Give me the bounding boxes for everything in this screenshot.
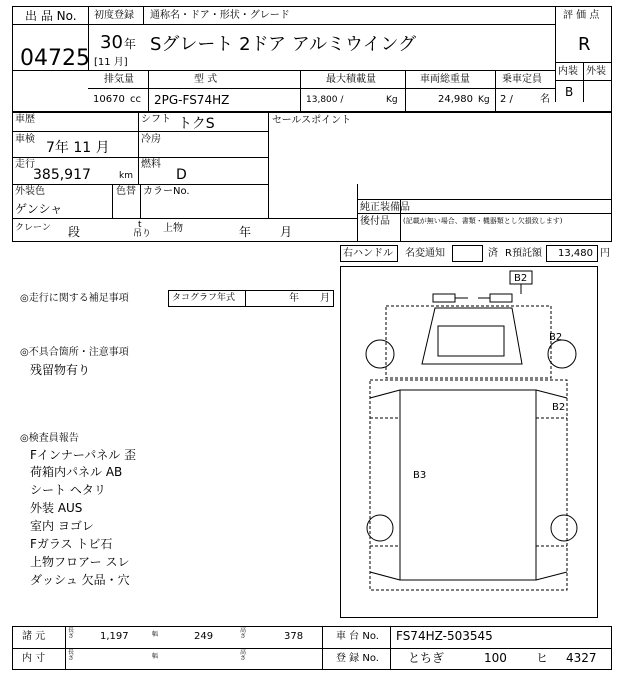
shift-label: シフト xyxy=(141,114,171,125)
width-value: 249 xyxy=(194,631,214,642)
recycle-label: R預託額 xyxy=(505,248,542,259)
inspector-item: ダッシュ 欠品・穴 xyxy=(30,573,130,587)
capacity-value: 2 / xyxy=(500,94,513,105)
mileage-unit: km xyxy=(119,171,133,181)
registration-label: 登 録 No. xyxy=(336,653,379,664)
first-registration-label: 初度登録 xyxy=(94,10,134,21)
max-load-value: 13,800 / xyxy=(306,95,344,105)
inspector-item: 室内 ヨゴレ xyxy=(30,519,94,533)
capacity-unit: 名 xyxy=(540,94,550,105)
inspector-item: Fガラス トビ石 xyxy=(30,537,113,551)
defect-item: 残留物有り xyxy=(30,363,91,377)
fuel-label: 燃料 xyxy=(141,159,161,170)
name-change-box xyxy=(452,245,483,262)
cab-outline xyxy=(386,306,551,378)
damage-mark: B2 xyxy=(549,332,563,343)
rear-right-wheel-icon xyxy=(551,515,577,541)
displacement-value: 10670 xyxy=(93,94,125,105)
color-change-label: 色替 xyxy=(116,186,136,197)
length-label: 長さ xyxy=(68,627,75,641)
upper-label: 上物 xyxy=(163,223,183,234)
front-left-wheel-icon xyxy=(366,340,394,368)
model-name: Sグレート 2ドア アルミウイング xyxy=(150,34,417,55)
inspector-item: Fインナーパネル 歪 xyxy=(30,448,137,462)
gross-weight-unit: Kg xyxy=(478,95,490,105)
upper-year: 年 xyxy=(239,225,252,239)
inspector-item: 荷箱内パネル AB xyxy=(30,465,123,479)
crane-label: クレーン xyxy=(15,223,51,233)
steering-side: 右ハンドル xyxy=(343,248,393,259)
inspection-label: 車検 xyxy=(15,134,35,145)
color-value: ゲンシャ xyxy=(15,202,63,216)
inspector-heading: ◎検査員報告 xyxy=(20,433,79,444)
color-no-label: カラーNo. xyxy=(143,186,190,197)
tachograph-year-unit: 年 xyxy=(289,293,299,304)
interior-height-label: 高さ xyxy=(240,649,247,663)
model-label: 通称名・ドア・形状・グレード xyxy=(150,10,290,21)
height-label: 高さ xyxy=(240,627,247,641)
lot-label: 出 品 No. xyxy=(25,9,77,23)
aftermarket-label: 後付品 xyxy=(360,216,390,227)
type-label: 型 式 xyxy=(194,74,218,85)
left-mirror-icon xyxy=(433,294,455,302)
truck-diagram xyxy=(340,266,598,618)
inspector-item: 外装 AUS xyxy=(30,501,83,515)
max-load-label: 最大積載量 xyxy=(326,74,376,85)
registration-region: とちぎ xyxy=(408,651,445,665)
registration-year: 30 xyxy=(100,32,123,53)
cargo-floor xyxy=(400,390,536,580)
tachograph-label: タコグラフ年式 xyxy=(172,293,236,303)
color-label: 外装色 xyxy=(15,186,45,197)
registration-month: [11 月] xyxy=(94,57,128,68)
history-label: 車歴 xyxy=(15,114,35,125)
driving-notes-heading: ◎走行に関する補足事項 xyxy=(20,293,129,304)
upper-month: 月 xyxy=(280,225,293,239)
gross-weight-value: 24,980 xyxy=(438,94,473,105)
displacement-label: 排気量 xyxy=(104,74,134,85)
damage-mark: B2 xyxy=(552,402,566,413)
crane-stage: 段 xyxy=(68,225,81,239)
capacity-label: 乗車定員 xyxy=(502,74,542,85)
height-value: 378 xyxy=(284,631,304,642)
interior-width-label: 幅 xyxy=(152,653,159,660)
defect-heading: ◎不具合箇所・注意事項 xyxy=(20,347,129,358)
inspection-value: 7年 11 月 xyxy=(46,140,110,156)
name-change-label: 名変通知 xyxy=(405,248,445,259)
model-type: 2PG-FS74HZ xyxy=(154,93,230,107)
lot-number: 04725 xyxy=(20,46,90,71)
recycle-value: 13,480 xyxy=(558,248,593,259)
fuel-value: D xyxy=(176,167,187,183)
damage-mark: B3 xyxy=(413,470,427,481)
damage-mark: B2 xyxy=(514,273,528,284)
windshield xyxy=(438,326,504,356)
dims-label: 諸 元 xyxy=(22,631,46,642)
chassis-number: FS74HZ-503545 xyxy=(396,629,493,643)
crane-hang: 吊り xyxy=(133,229,152,239)
width-label: 幅 xyxy=(152,631,159,638)
ac-label: 冷房 xyxy=(141,134,161,145)
interior-grade-label: 内装 xyxy=(558,66,578,77)
registration-year-unit: 年 xyxy=(124,37,137,51)
inspector-item: 上物フロアー スレ xyxy=(30,555,130,569)
overall-grade: R xyxy=(578,34,591,55)
interior-grade: B xyxy=(565,85,574,99)
front-right-wheel-icon xyxy=(548,340,576,368)
registration-class: 100 xyxy=(484,651,507,665)
rear-left-wheel-icon xyxy=(367,515,393,541)
mileage-value: 385,917 xyxy=(33,167,91,183)
registration-kana: ヒ xyxy=(536,651,549,665)
exterior-grade-label: 外装 xyxy=(586,66,606,77)
interior-dims-label: 内 寸 xyxy=(22,653,46,664)
sales-point-label: セールスポイント xyxy=(272,115,352,126)
nox-status: 済 xyxy=(488,248,498,259)
aftermarket-note: (記載が無い場合、書類・機器類とし欠損致します) xyxy=(403,217,563,225)
max-load-unit: Kg xyxy=(386,95,398,105)
tachograph-month-unit: 月 xyxy=(320,293,330,304)
right-mirror-icon xyxy=(490,294,512,302)
gross-weight-label: 車両総重量 xyxy=(420,74,470,85)
inspector-item: シート ヘタリ xyxy=(30,483,106,497)
interior-length-label: 長さ xyxy=(68,649,75,663)
mileage-label: 走行 xyxy=(15,159,35,170)
shift-value: トクS xyxy=(178,116,215,132)
standard-equipment-label: 純正装備品 xyxy=(360,202,410,213)
length-value: 1,197 xyxy=(100,631,129,642)
crane-t: t xyxy=(138,220,142,230)
recycle-unit: 円 xyxy=(600,248,610,259)
displacement-unit: cc xyxy=(130,94,141,105)
chassis-label: 車 台 No. xyxy=(336,631,379,642)
grade-label: 評 価 点 xyxy=(563,10,600,21)
registration-number: 4327 xyxy=(566,651,597,665)
